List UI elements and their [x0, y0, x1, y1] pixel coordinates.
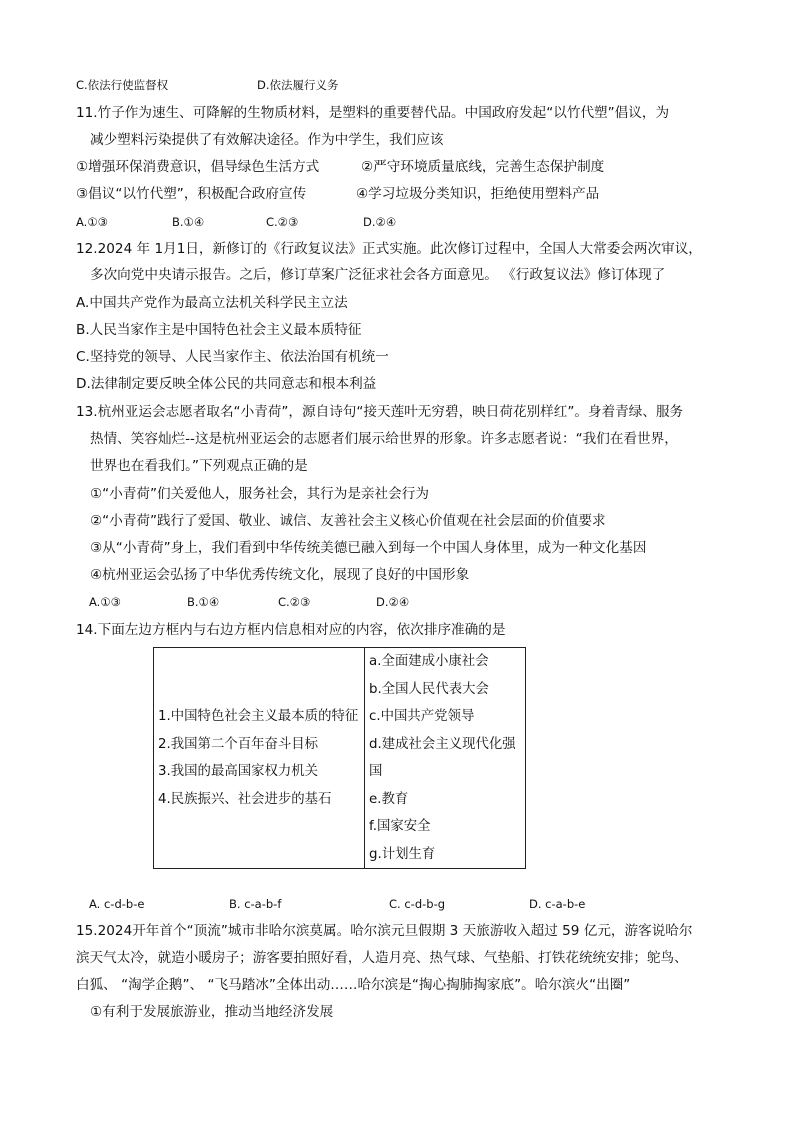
q14-right-item-a: a.全面建成小康社会 [369, 654, 489, 669]
q13-item-2: ②“小青荷”践行了爱国、敬业、诚信、友善社会主义核心价值观在社会层面的价值要求 [90, 513, 606, 529]
q13-option-b: B.①④ [187, 595, 220, 609]
q15-stem-line-3: 白狐、 “淘学企鹅”、 “飞马踏冰”全体出动……哈尔滨是“掏心掏肺掏家底”。哈尔滨火“出圈” [76, 977, 631, 993]
q14-right-item-g: g.计划生育 [369, 846, 436, 862]
q15-stem-line-1: 15.2024开年首个“顶流”城市非哈尔滨莫属。哈尔滨元旦假期 3 天旅游收入超过 59 亿元，游客说哈尔 [76, 923, 693, 939]
q14-left-item-4: 4.民族振兴、社会进步的基石 [158, 791, 332, 807]
q13-option-d: D.②④ [376, 595, 410, 609]
q15-item-1: ①有利于发展旅游业，推动当地经济发展 [90, 1004, 334, 1020]
q14-option-b: B. c-a-b-f [229, 897, 282, 911]
q14-matching-table [153, 647, 526, 869]
q11-stem-line-1: 11.竹子作为速生、可降解的生物质材料，是塑料的重要替代品。中国政府发起“以竹代塑”倡议，为 [76, 105, 670, 121]
q11-stem-line-2: 减少塑料污染提供了有效解决途径。作为中学生，我们应该 [90, 132, 444, 148]
q10-option-d: D.依法履行义务 [257, 78, 339, 92]
q14-left-item-2: 2.我国第二个百年奋斗目标 [158, 736, 319, 752]
q11-option-d: D.②④ [363, 215, 397, 229]
q12-option-a: A.中国共产党作为最高立法机关科学民主立法 [76, 295, 348, 311]
q11-option-c: C.②③ [266, 215, 299, 229]
q11-option-b: B.①④ [172, 215, 205, 229]
q14-option-c: C. c-d-b-g [389, 897, 446, 911]
q14-left-item-3: 3.我国的最高国家权力机关 [158, 764, 319, 779]
q12-stem-line-1: 12.2024 年 1月1日，新修订的《行政复议法》正式实施。此次修订过程中，全国人大常委会两次审议， [76, 241, 702, 257]
q14-stem: 14.下面左边方框内与右边方框内信息相对应的内容，依次排序准确的是 [76, 622, 506, 638]
q11-item-3: ③倡议“以竹代塑”，积极配合政府宣传 [76, 186, 307, 202]
q13-stem-line-2: 热情、笑容灿烂--这是杭州亚运会的志愿者们展示给世界的形象。许多志愿者说：“我们在看世界， [90, 431, 678, 447]
q13-item-1: ①“小青荷”们关爱他人，服务社会，其行为是亲社会行为 [90, 486, 429, 502]
q14-right-item-b: b.全国人民代表大会 [369, 681, 489, 697]
q11-item-1: ①增强环保消费意识，倡导绿色生活方式 [76, 159, 320, 175]
q13-option-a: A.①③ [89, 595, 121, 609]
q11-option-a: A.①③ [76, 215, 108, 229]
q13-item-3: ③从“小青荷”身上，我们看到中华传统美德已融入到每一个中国人身体里，成为一种文化基因 [90, 540, 647, 556]
q15-stem-line-2: 滨天气太冷，就造小暖房子；游客要拍照好看，人造月亮、热气球、气垫船、打铁花统统安排；鸵鸟、 [76, 950, 688, 966]
q13-option-c: C.②③ [278, 595, 311, 609]
q14-left-box [154, 648, 365, 869]
q13-item-4: ④杭州亚运会弘扬了中华优秀传统文化，展现了良好的中国形象 [90, 567, 470, 583]
q14-right-item-d: d.建成社会主义现代化强国 [369, 736, 516, 779]
q12-option-b: B.人民当家作主是中国特色社会主义最本质特征 [76, 322, 362, 338]
q14-option-d: D. c-a-b-e [529, 897, 586, 911]
q14-right-item-f: f.国家安全 [369, 819, 431, 834]
q12-option-d: D.法律制定要反映全体公民的共同意志和根本利益 [76, 376, 377, 392]
q14-right-item-c: c.中国共产党领导 [369, 709, 475, 724]
q14-right-item-e: e.教育 [369, 791, 409, 807]
q11-item-2: ②严守环境质量底线，完善生态保护制度 [361, 159, 605, 175]
q14-option-a: A. c-d-b-e [89, 897, 145, 911]
q12-option-c: C.坚持党的领导、人民当家作主、依法治国有机统一 [76, 349, 389, 365]
q14-right-box [365, 648, 526, 869]
q14-left-item-1: 1.中国特色社会主义最本质的特征 [158, 709, 359, 724]
q10-option-c: C.依法行使监督权 [76, 78, 169, 92]
q13-stem-line-1: 13.杭州亚运会志愿者取名“小青荷”，源自诗句“接天莲叶无穷碧，映日荷花别样红”。身着青绿、服务 [76, 404, 684, 420]
q12-stem-line-2: 多次向党中央请示报告。之后，修订草案广泛征求社会各方面意见。 《行政复议法》修订体现了 [90, 267, 666, 283]
q13-stem-line-3: 世界也在看我们。”下列观点正确的是 [90, 458, 308, 474]
q11-item-4: ④学习垃圾分类知识，拒绝使用塑料产品 [356, 186, 600, 202]
